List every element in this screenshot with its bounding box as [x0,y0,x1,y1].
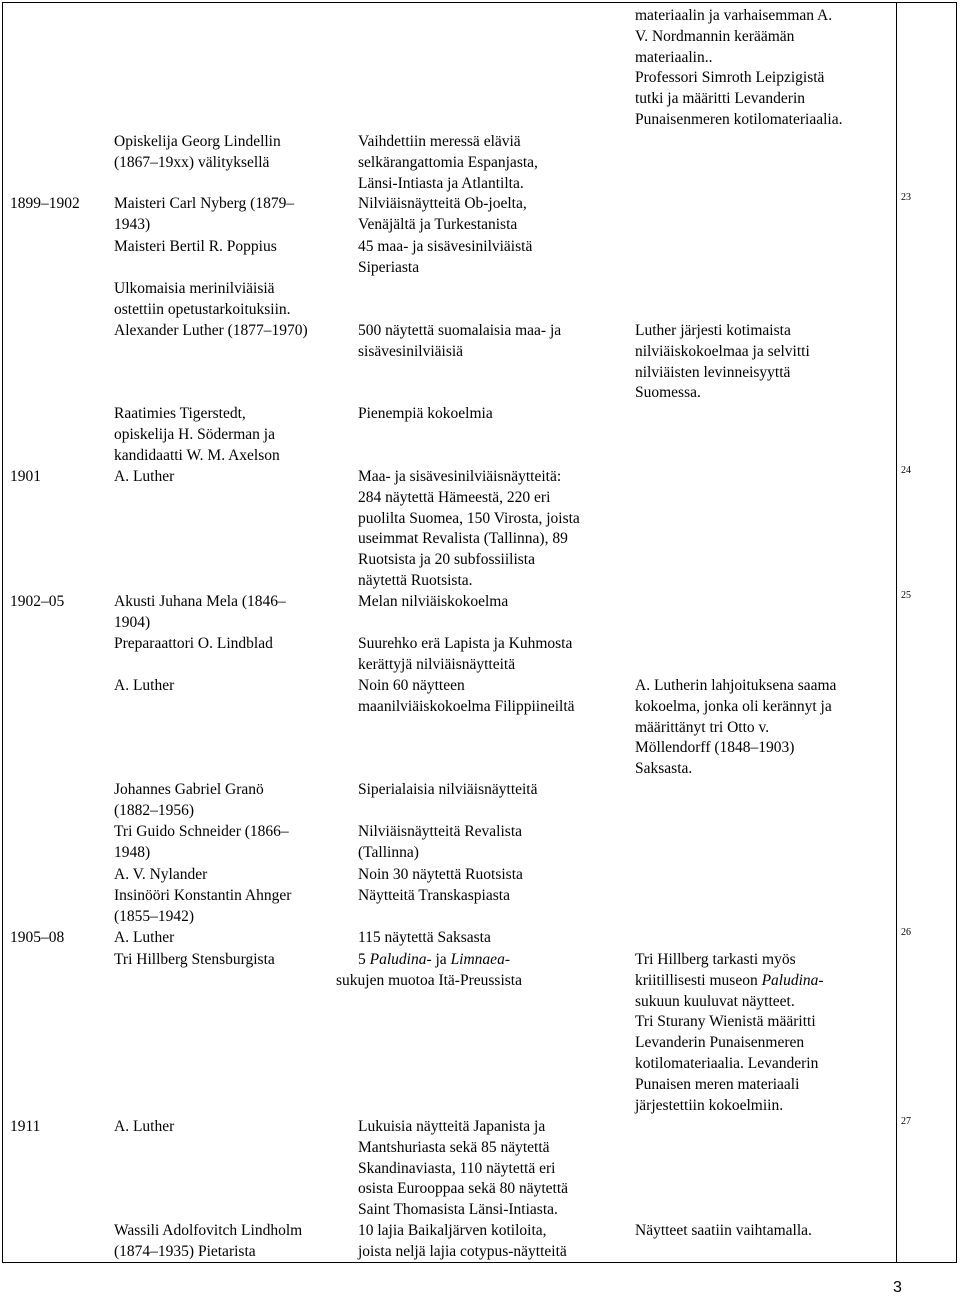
row-0-remarks: materiaalin ja varhaisemman A. V. Nordmannin keräämän materiaalin.. Professori Simroth Leipzigistä tutki ja määritti Levanderin Punaisenmeren kotilomateriaalia. [635,7,843,128]
row-12-source: Tri Guido Schneider (1866– 1948) [114,823,289,861]
row-7-year: 1901 [10,468,41,485]
row-3-source: Maisteri Bertil R. Poppius [114,238,277,255]
row-11-material: Siperialaisia nilviäisnäytteitä [358,781,538,798]
row-17-year: 1911 [10,1118,41,1135]
row-8-year: 1902–05 [10,593,65,610]
row-8-source: Akusti Juhana Mela (1846– 1904) [114,593,286,631]
footnote-27: 27 [901,1116,911,1127]
row-2-material: Nilviäisnäytteitä Ob-joelta, Venäjältä ja Turkestanista [358,195,527,233]
row-7-material: Maa- ja sisävesinilviäisnäytteitä: 284 näytettä Hämeestä, 220 eri puolilta Suomea, 150 Virosta, joista useimmat Revalista (Tallinna), 89 Ruotsista ja 20 subfossiilista näytettä Ruotsista. [358,468,580,589]
row-5-source: Alexander Luther (1877–1970) [114,322,308,339]
row-4-source: Ulkomaisia merinilviäisiä ostettiin opetustarkoituksiin. [114,280,291,318]
row-1-source: Opiskelija Georg Lindellin (1867–19xx) välityksellä [114,133,281,171]
row-5-material: 500 näytettä suomalaisia maa- ja sisävesinilviäisiä [358,322,562,360]
row-17-source: A. Luther [114,1118,175,1135]
row-11-source: Johannes Gabriel Granö (1882–1956) [114,781,264,819]
row-5-remarks: Luther järjesti kotimaista nilviäiskokoelmaa ja selvitti nilviäisten levinneisyyttä Suomessa. [635,322,810,402]
footnote-26: 26 [901,927,911,938]
row-18-remarks: Näytteet saatiin vaihtamalla. [635,1222,812,1239]
page-number: 3 [893,1279,902,1296]
row-15-material: 115 näytettä Saksasta [358,929,491,946]
footnote-column-divider [896,2,897,1263]
row-13-material: Noin 30 näytettä Ruotsista [358,866,523,883]
row-2-source: Maisteri Carl Nyberg (1879– 1943) [114,195,295,233]
row-16-material-cont: sukujen muotoa Itä-Preussista [336,972,522,989]
row-18-material: 10 lajia Baikaljärven kotiloita, joista neljä lajia cotypus-näytteitä [358,1222,567,1260]
row-14-material: Näytteitä Transkaspiasta [358,887,510,904]
row-6-material: Pienempiä kokoelmia [358,405,493,422]
row-14-source: Insinööri Konstantin Ahnger (1855–1942) [114,887,292,925]
row-18-source: Wassili Adolfovitch Lindholm (1874–1935) Pietarista [114,1222,303,1260]
row-6-source: Raatimies Tigerstedt, opiskelija H. Söderman ja kandidaatti W. M. Axelson [114,405,280,464]
row-7-source: A. Luther [114,468,175,485]
row-9-source: Preparaattori O. Lindblad [114,635,273,652]
row-15-source: A. Luther [114,929,175,946]
row-10-material: Noin 60 näytteen maanilviäiskokoelma Filippiineiltä [358,677,575,715]
row-1-material: Vaihdettiin meressä eläviä selkärangattomia Espanjasta, Länsi-Intiasta ja Atlantilta. [358,133,538,192]
row-17-material: Lukuisia näytteitä Japanista ja Mantshuriasta sekä 85 näytettä Skandinaviasta, 110 näytettä eri osista Eurooppaa sekä 80 näytettä Saint Thomasista Länsi-Intiasta. [358,1118,569,1219]
row-16-material: 5 Paludina- ja Limnaea- [358,951,510,968]
footnote-23: 23 [901,192,911,203]
row-13-source: A. V. Nylander [114,866,208,883]
row-10-remarks: A. Lutherin lahjoituksena saama kokoelma, jonka oli kerännyt ja määrittänyt tri Otto v. Möllendorff (1848–1903) Saksasta. [635,677,837,778]
footnote-25: 25 [901,590,911,601]
footnote-24: 24 [901,465,911,476]
row-15-year: 1905–08 [10,929,65,946]
row-16-source: Tri Hillberg Stensburgista [114,951,275,968]
row-3-material: 45 maa- ja sisävesinilviäistä Siperiasta [358,238,533,276]
row-8-material: Melan nilviäiskokoelma [358,593,509,610]
row-9-material: Suurehko erä Lapista ja Kuhmosta kerättyjä nilviäisnäytteitä [358,635,573,673]
row-2-year: 1899–1902 [10,195,80,212]
row-12-material: Nilviäisnäytteitä Revalista (Tallinna) [358,823,522,861]
row-10-source: A. Luther [114,677,175,694]
row-16-remarks: Tri Hillberg tarkasti myös kriitillisesti museon Paludina- sukuun kuuluvat näytteet. Tri Sturany Wienistä määritti Levanderin Punaisenmeren kotilomateriaalia. Levanderin Punaisen meren materiaali järjestettiin kokoelmiin. [635,951,824,1114]
